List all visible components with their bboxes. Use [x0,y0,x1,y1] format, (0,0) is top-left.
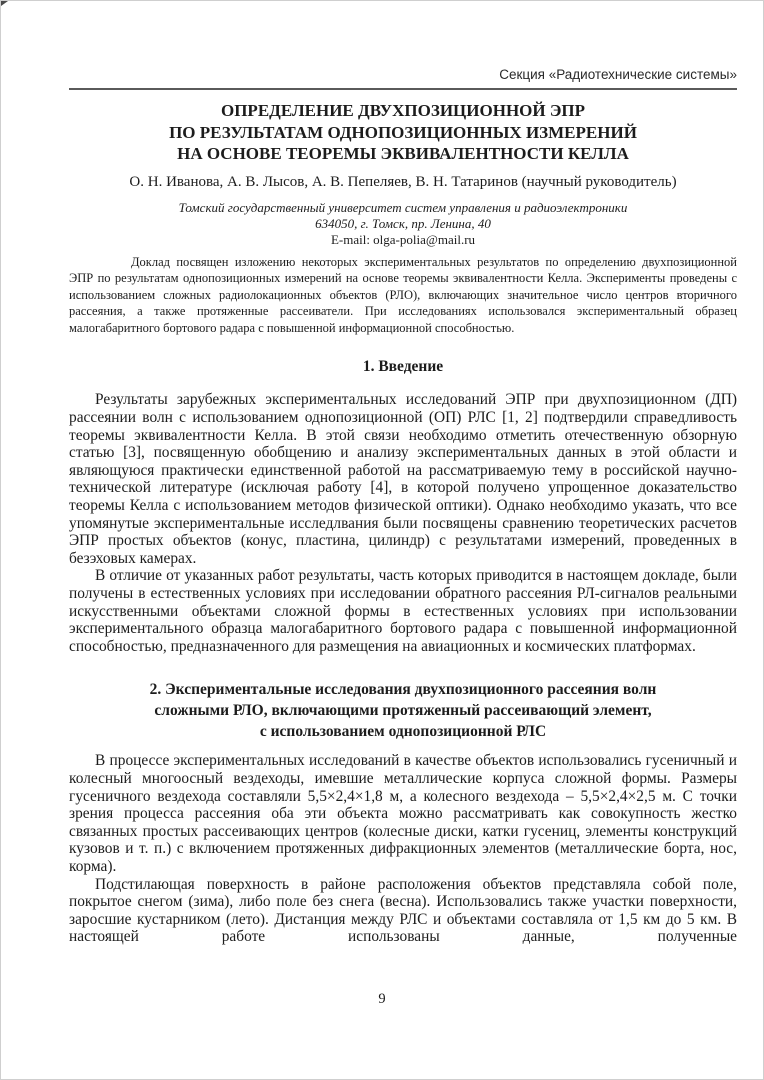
page-number: 9 [378,991,386,1007]
section-2-heading-line: сложными РЛО, включающими протяженный рассеивающий элемент, [154,702,652,720]
paragraph: В процессе экспериментальных исследований в качестве объектов использовались гусеничный и колесный многоосный вездеходы, имевшие металлические корпуса сложной формы. Размеры гусеничного вездехода составляли 5,5×2,4×1,8 м, а колесного вездехода – 5,5×2,4×2,5 м. С точки зрения процесса рассеяния оба эти объекта можно рассматривать как совокупность жестко связанных простых рассеивающих центров (колесные диски, катки гусениц, элементы конструкций кузовов и т. п.) с включением протяженных дифракционных элементов (металлические борта, нос, корма). [69,752,737,875]
section-1-body [69,391,737,655]
authors-line: О. Н. Иванова, А. В. Лысов, А. В. Пепеляев, В. Н. Татаринов (научный руководитель) [129,173,677,190]
paragraph: Результаты зарубежных экспериментальных исследований ЭПР при двухпозиционном (ДП) рассеянии волн с использованием однопозиционной (ОП) РЛС [1, 2] подтвердили справедливость теоремы эквивалентности Келла. В этой связи необходимо отметить отечественную обзорную статью [3], посвященную обобщению и анализу экспериментальных данных в этой области и являющуюся практически единственной работой на рассматриваемую тему в российской научно-технической литературе (исключая работу [4], в которой получено упрощенное доказательство теоремы Келла с использованием методов физической оптики). Однако необходимо указать, что все упомянутые экспериментальные исследлвания были посвящены сравнению теоретических расчетов ЭПР простых объектов (конус, пластина, цилиндр) с результатами измерений, проведенных в безэховых камерах. [69,391,737,567]
abstract-paragraph: Доклад посвящен изложению некоторых экспериментальных результатов по определению двухпозиционной ЭПР по результатам однопозиционных измерений на основе теоремы эквивалентности Келла. Эксперименты проведены с использованием сложных радиолокационных объектов (РЛО), включающих значительное число центров вторичного рассеяния, а также протяженные рассеиватели. При исследованиях использовался экспериментальный образец малогабаритного бортового радара с повышенной информационной способностью. [69,254,737,335]
section-1-heading: 1. Введение [362,358,444,376]
paper-title-line: ПО РЕЗУЛЬТАТАМ ОДНОПОЗИЦИОННЫХ ИЗМЕРЕНИЙ [169,122,637,142]
scan-corner-artifact [1,1,8,6]
affiliation-address: 634050, г. Томск, пр. Ленина, 40 [315,215,491,231]
paragraph: В отличие от указанных работ результаты, часть которых приводится в настоящем докладе, были получены в естественных условиях при исследовании обратного рассеяния РЛ-сигналов реальными искусственными объектами сложной формы в естественных условиях при использовании экспериментального образца малогабаритного бортового радара с повышенной информационной способностью, предназначенного для размещения на авиационных и космических платформах. [69,567,737,655]
running-header [69,67,737,90]
paper-title-line: ОПРЕДЕЛЕНИЕ ДВУХПОЗИЦИОННОЙ ЭПР [220,101,586,120]
section-2-body [69,752,737,946]
section-2-heading-line: с использованием однопозиционной РЛС [259,723,547,741]
section-label: Секция «Радиотехнические системы» [499,67,737,82]
affiliation-university: Томский государственный университет систем управления и радиоэлектроники [178,199,628,215]
paper-title [69,100,737,165]
affiliation-email: E-mail: olga-polia@mail.ru [330,231,476,247]
paper-title-line: НА ОСНОВЕ ТЕОРЕМЫ ЭКВИВАЛЕНТНОСТИ КЕЛЛА [177,144,629,163]
affiliation-block [69,200,737,248]
paragraph: Подстилающая поверхность в районе расположения объектов представляла собой поле, покрытое снегом (зима), либо поле без снега (весна). Использовались также участки поверхности, заросшие кустарником (лето). Дистанция между РЛС и объектами составляла от 1,5 км до 5 км. В настоящей работе использованы данные, полученные [69,875,737,946]
section-2-heading [69,679,737,742]
section-2-heading-line: 2. Экспериментальные исследования двухпозиционного рассеяния волн [149,681,657,699]
